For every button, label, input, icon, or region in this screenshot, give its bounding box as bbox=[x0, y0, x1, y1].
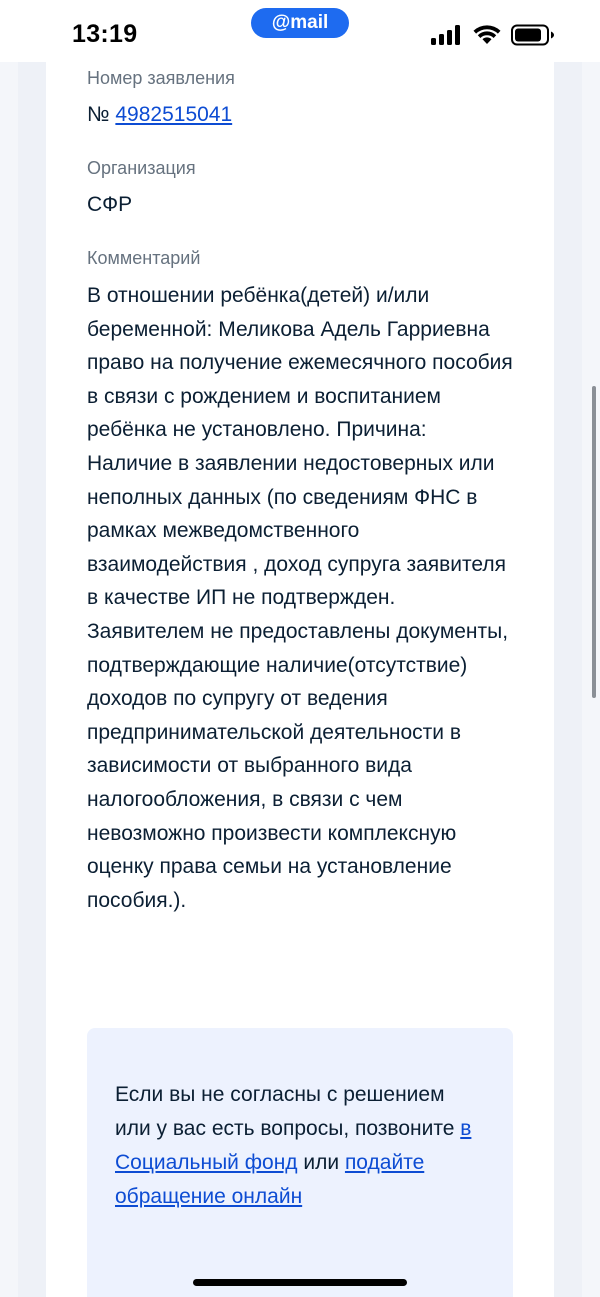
home-indicator[interactable] bbox=[193, 1279, 407, 1286]
status-icons bbox=[431, 24, 555, 46]
application-number-label: Номер заявления bbox=[87, 68, 235, 88]
application-card bbox=[46, 62, 554, 1297]
comment-text: В отношении ребёнка(детей) и/или беременной: Меликова Адель Гарриевна право на получение ежемесячного пособия в связи с рождением и воспитанием ребёнка не установлено. Причина: Наличие в заявлении недостоверных или неполных данных (по сведениям ФНС в рамках межведомственного взаимодействия , доход супруга заявителя в качестве ИП не подтвержден. Заявителем не предоставлены документы, подтверждающие наличие(отсутствие) доходов по супругу от ведения предпринимательской деятельности в зависимости от выбранного вида налогообложения, в связи с чем невозможно произвести комплексную оценку права семьи на установление пособия.). bbox=[87, 284, 513, 912]
info-text-mid: или bbox=[297, 1151, 345, 1174]
organization-label: Организация bbox=[87, 158, 196, 178]
mail-badge[interactable]: @mail bbox=[251, 8, 349, 38]
application-number-link[interactable]: 4982515041 bbox=[115, 103, 233, 126]
social-fund-link[interactable]: в Социальный фонд bbox=[115, 1117, 472, 1174]
info-text bbox=[115, 1078, 485, 1214]
application-number-value bbox=[87, 100, 517, 130]
scrollbar[interactable] bbox=[592, 386, 596, 698]
wifi-icon bbox=[473, 25, 501, 45]
info-text-start: Если вы не согласны с решением или у вас есть вопросы, позвоните bbox=[115, 1083, 461, 1140]
organization-value: СФР bbox=[87, 193, 133, 216]
application-number-field bbox=[87, 66, 517, 130]
comment-label: Комментарий bbox=[87, 248, 201, 268]
status-bar bbox=[0, 0, 600, 62]
organization-field bbox=[87, 156, 517, 220]
battery-icon bbox=[511, 24, 555, 46]
status-time: 13:19 bbox=[72, 20, 138, 48]
comment-field bbox=[87, 246, 517, 917]
online-appeal-link[interactable]: подайте обращение онлайн bbox=[115, 1151, 425, 1208]
cellular-signal-icon bbox=[431, 25, 463, 45]
info-box bbox=[87, 1028, 513, 1297]
number-prefix: № bbox=[87, 103, 110, 126]
